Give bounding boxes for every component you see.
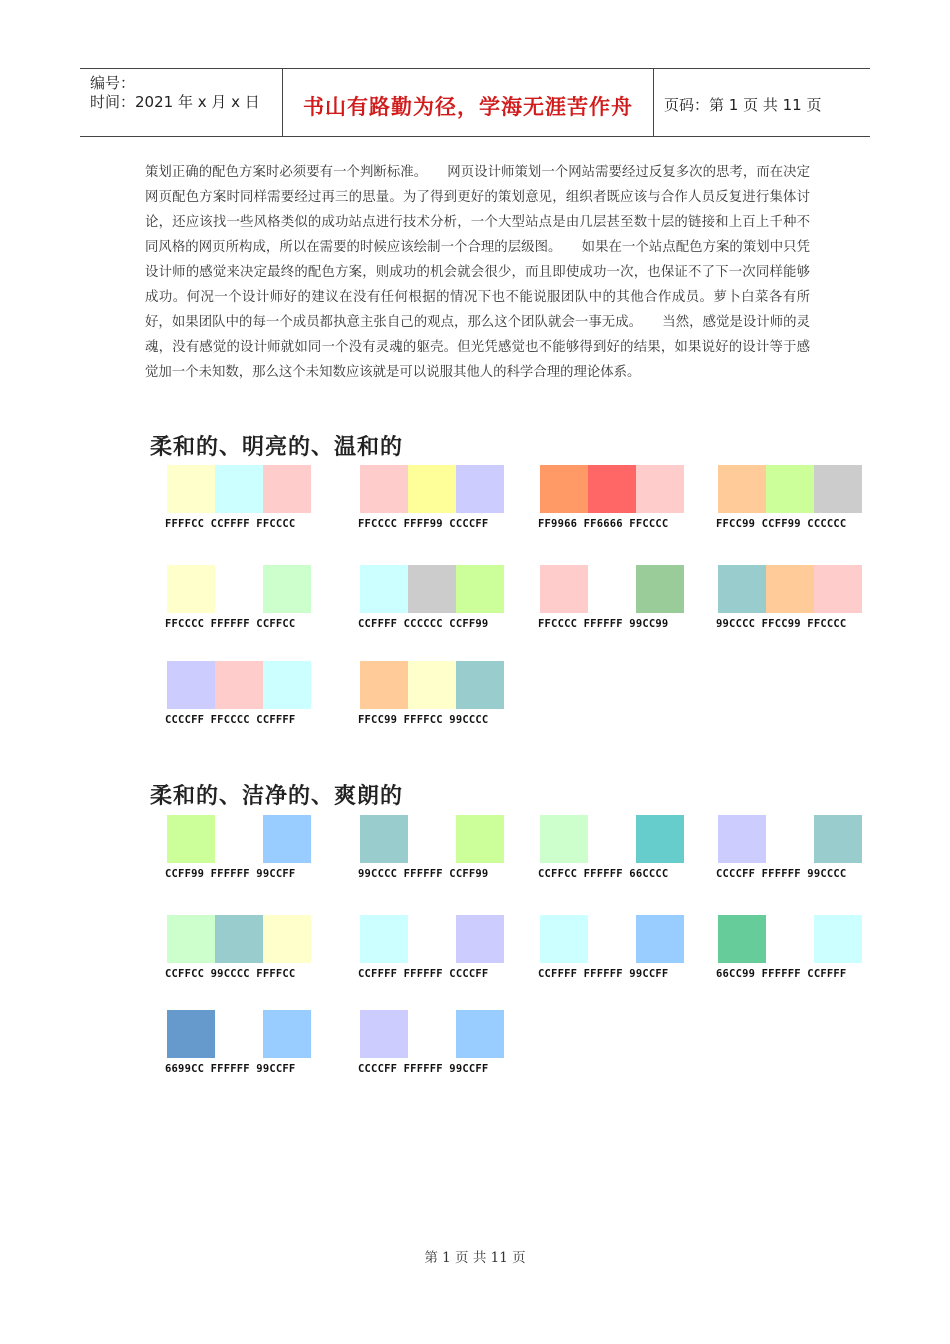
color-swatch: [263, 465, 311, 513]
color-swatch: [636, 565, 684, 613]
color-swatch: [456, 465, 504, 513]
color-code-label: FFCCCC FFFFFF CCFFCC: [165, 618, 296, 630]
color-code-label: CCFF99 FFFFFF 99CCFF: [165, 868, 296, 880]
color-swatch: [718, 565, 766, 613]
color-swatch: [408, 815, 456, 863]
color-swatch: [360, 565, 408, 613]
color-swatch: [167, 661, 215, 709]
color-swatch: [636, 465, 684, 513]
color-swatch: [456, 565, 504, 613]
color-code-label: FFFFCC CCFFFF FFCCCC: [165, 518, 296, 530]
color-swatch: [588, 915, 636, 963]
color-swatch: [408, 915, 456, 963]
color-swatch: [766, 465, 814, 513]
color-swatch: [215, 565, 263, 613]
color-swatch: [263, 565, 311, 613]
color-swatch: [360, 661, 408, 709]
date-label: 时间：2021 年 x 月 x 日: [90, 93, 260, 111]
color-swatch: [456, 815, 504, 863]
color-swatch: [408, 465, 456, 513]
color-swatch: [636, 815, 684, 863]
color-swatch: [167, 465, 215, 513]
color-swatch: [814, 565, 862, 613]
color-swatch: [814, 465, 862, 513]
color-code-label: FFCCCC FFFFFF 99CC99: [538, 618, 669, 630]
color-swatch: [263, 815, 311, 863]
number-label: 编号：: [90, 74, 136, 92]
header-motto-cell: [283, 69, 654, 136]
color-code-label: 99CCCC FFFFFF CCFF99: [358, 868, 489, 880]
color-swatch: [588, 815, 636, 863]
color-swatch: [360, 815, 408, 863]
color-swatch: [588, 565, 636, 613]
color-code-label: FFCC99 FFFFCC 99CCCC: [358, 714, 489, 726]
color-swatch: [814, 915, 862, 963]
document-header: [80, 68, 870, 137]
color-swatch: [766, 915, 814, 963]
color-swatch: [588, 465, 636, 513]
color-swatch: [167, 815, 215, 863]
color-swatch: [263, 915, 311, 963]
color-swatch: [215, 1010, 263, 1058]
color-swatch: [636, 915, 684, 963]
color-code-label: 99CCCC FFCC99 FFCCCC: [716, 618, 847, 630]
color-swatch: [766, 565, 814, 613]
page-footer: 第 1 页 共 11 页: [424, 1250, 526, 1266]
color-swatch: [215, 815, 263, 863]
color-swatch: [718, 465, 766, 513]
page-code: 页码：第 1 页 共 11 页: [664, 96, 822, 114]
section-title-soft-clean: 柔和的、洁净的、爽朗的: [150, 784, 404, 809]
color-swatch: [456, 915, 504, 963]
color-swatch: [766, 815, 814, 863]
color-code-label: CCCCFF FFFFFF 99CCFF: [358, 1063, 489, 1075]
header-page-cell: [654, 69, 870, 136]
color-swatch: [263, 1010, 311, 1058]
color-code-label: 6699CC FFFFFF 99CCFF: [165, 1063, 296, 1075]
color-code-label: FF9966 FF6666 FFCCCC: [538, 518, 669, 530]
color-swatch: [540, 565, 588, 613]
color-swatch: [360, 915, 408, 963]
color-swatch: [215, 465, 263, 513]
color-code-label: CCFFCC FFFFFF 66CCCC: [538, 868, 669, 880]
color-code-label: 66CC99 FFFFFF CCFFFF: [716, 968, 847, 980]
header-meta-cell: [80, 69, 283, 136]
color-swatch: [456, 661, 504, 709]
color-code-label: CCFFFF FFFFFF CCCCFF: [358, 968, 489, 980]
body-paragraph: 策划正确的配色方案时必须要有一个判断标准。 网页设计师策划一个网站需要经过反复多次的思考，而在决定网页配色方案时同样需要经过再三的思量。为了得到更好的策划意见，组织者既应该与合作人员反复进行集体讨论，还应该找一些风格类似的成功站点进行技术分析，一个大型站点是由几层甚至数十层的链接和上百上千种不同风格的网页所构成，所以在需要的时候应该绘制一个合理的层级图。 如果在一个站点配色方案的策划中只凭设计师的感觉来决定最终的配色方案，则成功的机会就会很少，而且即使成功一次，也保证不了下一次同样能够成功。何况一个设计师好的建议在没有任何根据的情况下也不能说服团队中的其他合作成员。萝卜白菜各有所好，如果团队中的每一个成员都执意主张自己的观点，那么这个团队就会一事无成。 当然，感觉是设计师的灵魂，没有感觉的设计师就如同一个没有灵魂的躯壳。但光凭感觉也不能够得到好的结果，如果说好的设计等于感觉加一个未知数，那么这个未知数应该就是可以说服其他人的科学合理的理论体系。: [145, 165, 810, 380]
color-code-label: FFCCCC FFFF99 CCCCFF: [358, 518, 489, 530]
color-swatch: [408, 565, 456, 613]
color-swatch: [456, 1010, 504, 1058]
color-swatch: [167, 565, 215, 613]
color-swatch: [540, 915, 588, 963]
color-code-label: FFCC99 CCFF99 CCCCCC: [716, 518, 847, 530]
color-swatch: [718, 915, 766, 963]
color-code-label: CCFFFF FFFFFF 99CCFF: [538, 968, 669, 980]
color-code-label: CCCCFF FFFFFF 99CCCC: [716, 868, 847, 880]
color-swatch: [408, 661, 456, 709]
motto-text: 书山有路勤为径，学海无涯苦作舟: [303, 95, 633, 119]
color-swatch: [718, 815, 766, 863]
color-code-label: CCFFCC 99CCCC FFFFCC: [165, 968, 296, 980]
color-swatch: [540, 815, 588, 863]
color-swatch: [167, 1010, 215, 1058]
color-code-label: CCFFFF CCCCCC CCFF99: [358, 618, 489, 630]
color-swatch: [408, 1010, 456, 1058]
color-swatch: [540, 465, 588, 513]
color-swatch: [360, 465, 408, 513]
color-swatch: [360, 1010, 408, 1058]
color-swatch: [215, 915, 263, 963]
color-swatch: [215, 661, 263, 709]
color-swatch: [167, 915, 215, 963]
color-swatch: [814, 815, 862, 863]
section-title-soft-bright: 柔和的、明亮的、温和的: [150, 435, 404, 460]
color-code-label: CCCCFF FFCCCC CCFFFF: [165, 714, 296, 726]
color-swatch: [263, 661, 311, 709]
